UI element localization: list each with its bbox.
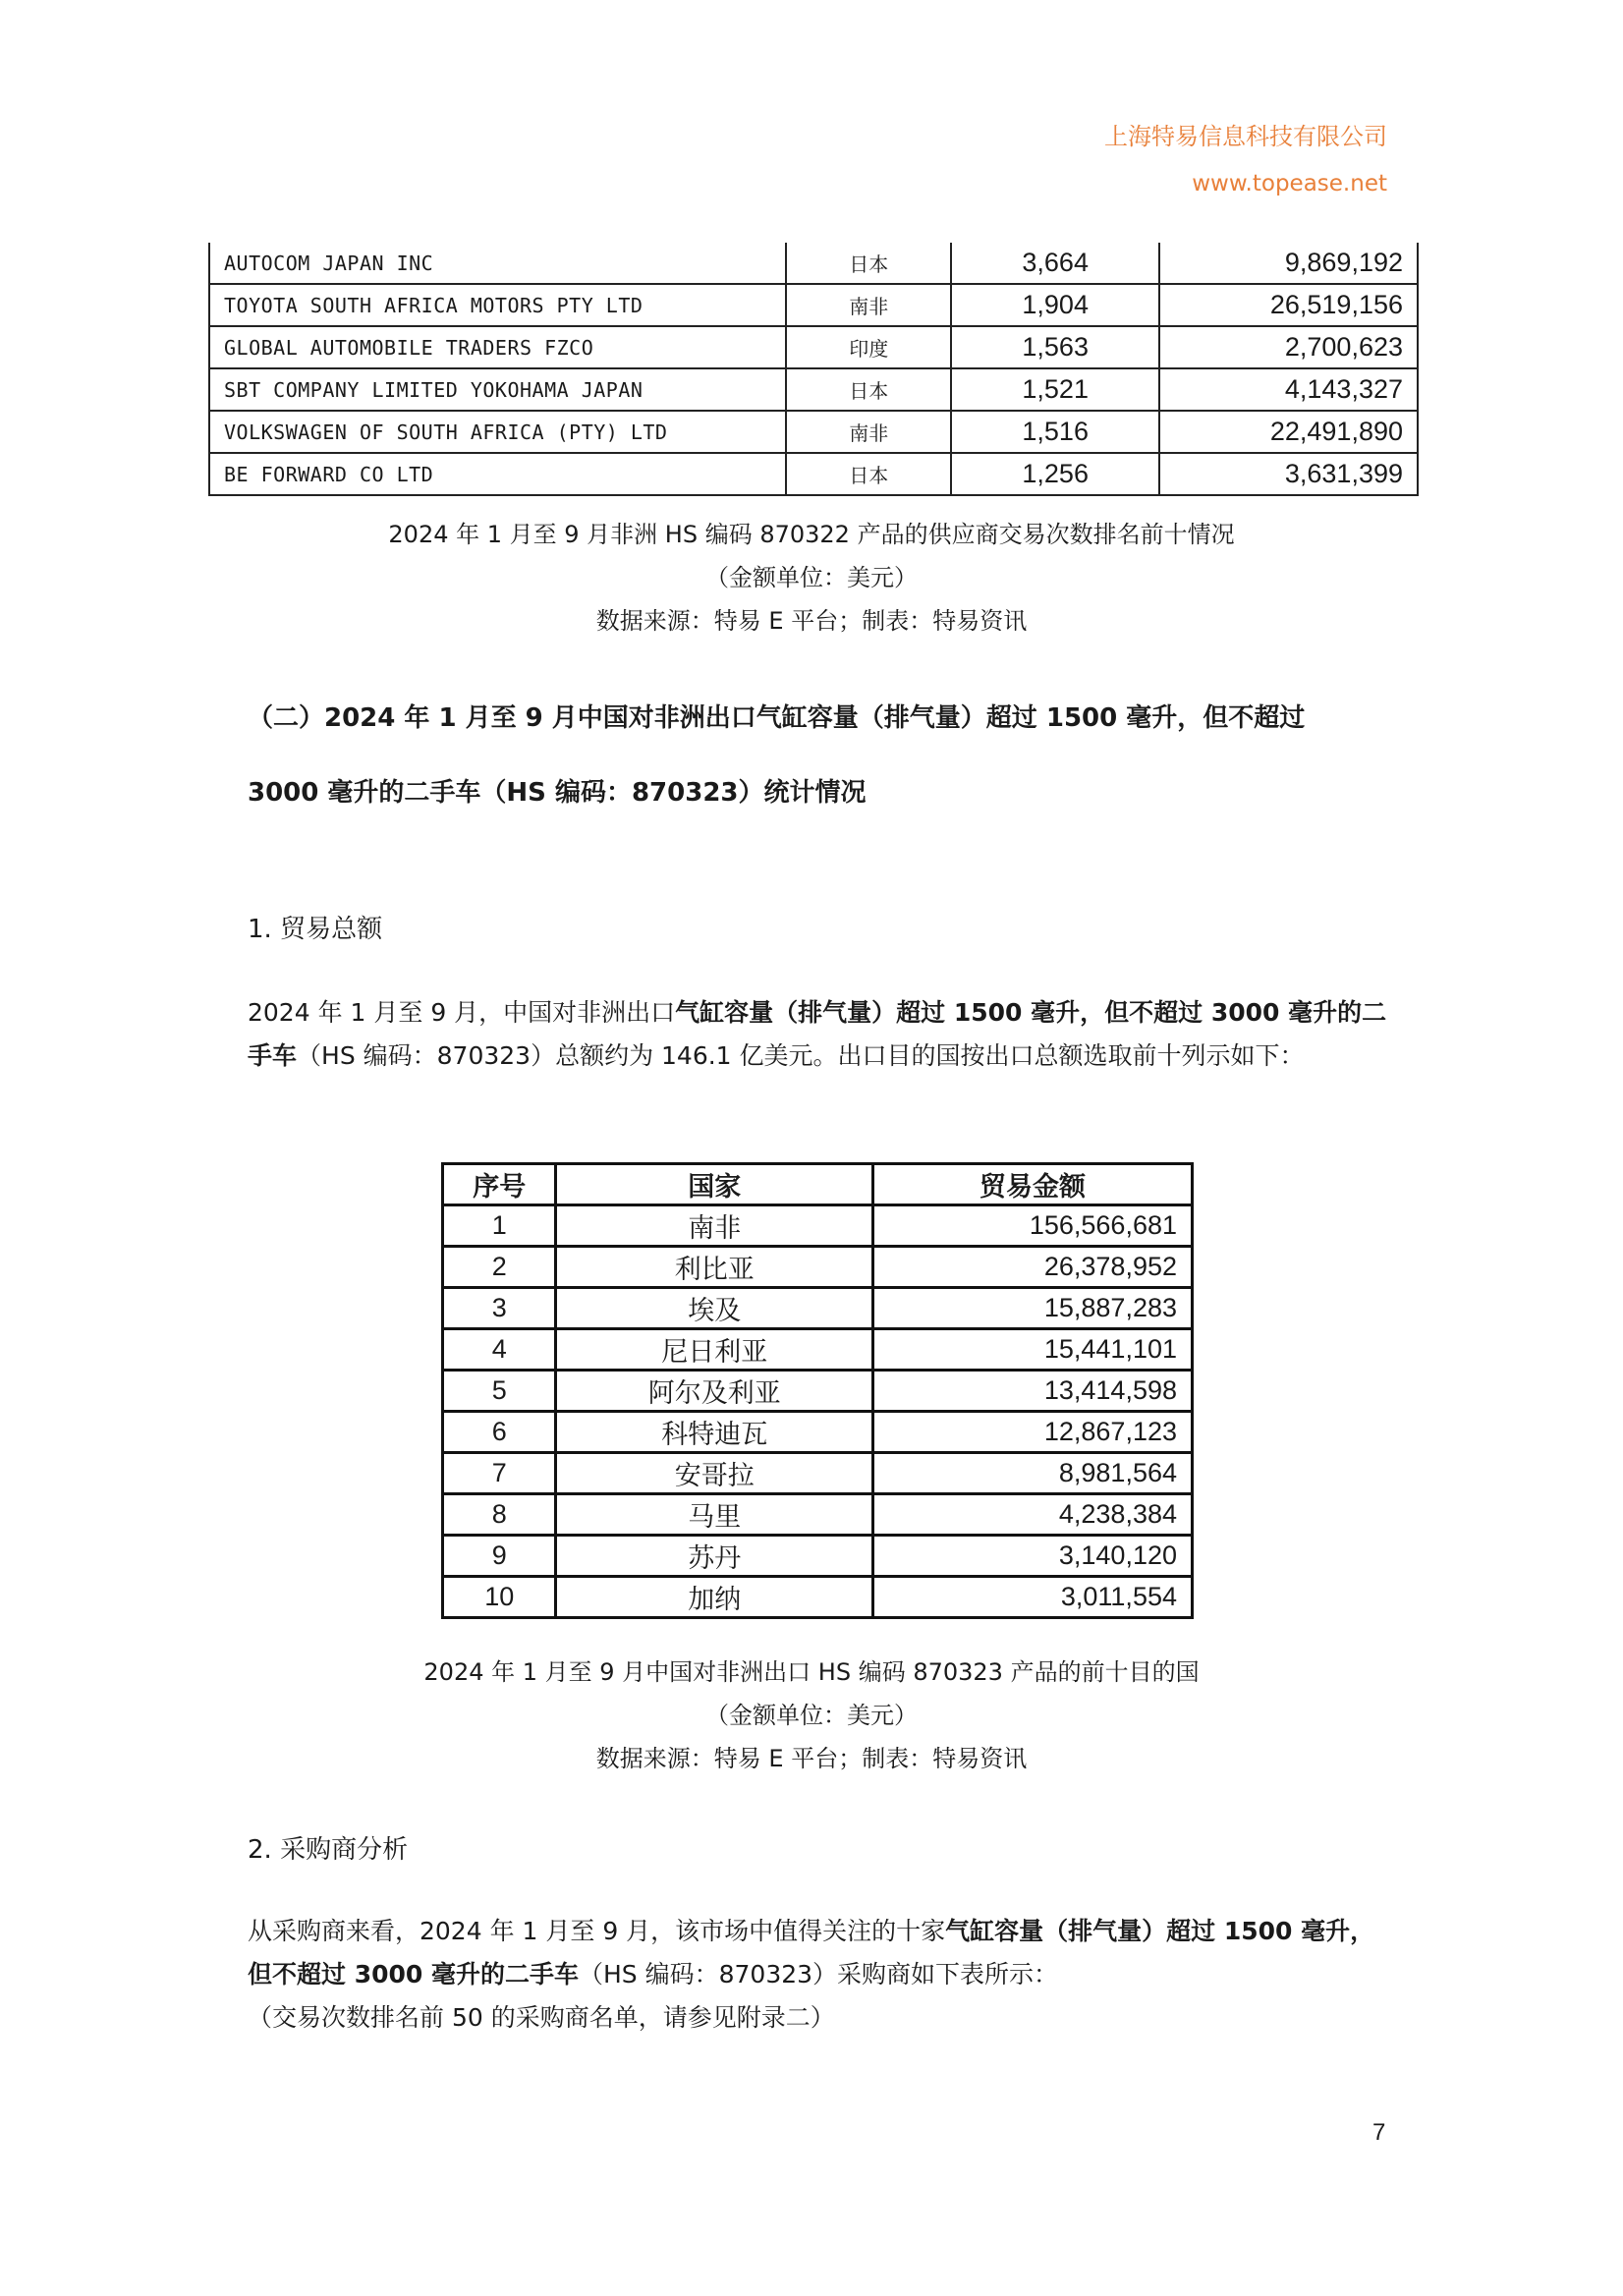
table1-caption-source: 数据来源：特易 E 平台；制表：特易资讯 [595,607,1028,635]
table-row [209,453,1418,495]
country-cell: 安哥拉 [556,1453,873,1494]
supplier-country-cell: 南非 [786,284,951,326]
header-country: 国家 [556,1164,873,1205]
supplier-amount-cell: 4,143,327 [1159,368,1418,411]
amount-cell: 15,887,283 [872,1288,1192,1329]
supplier-country-cell: 日本 [786,243,951,284]
amount-cell: 13,414,598 [872,1371,1192,1412]
amount-cell: 26,378,952 [872,1247,1192,1288]
supplier-count-cell: 1,521 [951,368,1159,411]
country-cell: 埃及 [556,1288,873,1329]
country-cell: 加纳 [556,1577,873,1618]
section-heading-line1: （二）2024 年 1 月至 9 月中国对非洲出口气缸容量（排气量）超过 1500 毫升，但不超过 [248,703,1306,733]
rank-cell: 1 [443,1205,556,1247]
country-cell: 尼日利亚 [556,1329,873,1371]
supplier-count-cell: 3,664 [951,243,1159,284]
table-row [209,243,1418,284]
supplier-name-cell: TOYOTA SOUTH AFRICA MOTORS PTY LTD [209,284,786,326]
amount-cell: 8,981,564 [872,1453,1192,1494]
country-cell: 马里 [556,1494,873,1536]
trade-total-paragraph [248,991,1387,1078]
supplier-count-cell: 1,516 [951,411,1159,453]
rank-cell: 10 [443,1577,556,1618]
table-row [209,368,1418,411]
table2-caption-title: 2024 年 1 月至 9 月中国对非洲出口 HS 编码 870323 产品的前十目的国 [423,1658,1200,1686]
company-name: 上海特易信息科技有限公司 [1104,123,1387,150]
rank-cell: 9 [443,1536,556,1577]
table-row [443,1412,1193,1453]
country-cell: 科特迪瓦 [556,1412,873,1453]
rank-cell: 5 [443,1371,556,1412]
supplier-country-cell: 日本 [786,453,951,495]
table-row [209,411,1418,453]
country-cell: 阿尔及利亚 [556,1371,873,1412]
company-url: www.topease.net [1192,171,1387,196]
table-row [443,1329,1193,1371]
supplier-amount-cell: 9,869,192 [1159,243,1418,284]
table-row [443,1494,1193,1536]
country-cell: 苏丹 [556,1536,873,1577]
supplier-count-cell: 1,563 [951,326,1159,368]
amount-cell: 3,011,554 [872,1577,1192,1618]
trade-para-part2: （HS 编码：870323）总额约为 146.1 亿美元。出口目的国按出口总额选取前十列示如下： [297,1041,1305,1070]
rank-cell: 7 [443,1453,556,1494]
supplier-table [208,243,1419,496]
table-row [209,284,1418,326]
table2-caption-unit: （金额单位：美元） [705,1702,918,1729]
rank-cell: 4 [443,1329,556,1371]
table1-caption-unit: （金额单位：美元） [705,564,918,591]
supplier-amount-cell: 22,491,890 [1159,411,1418,453]
country-cell: 利比亚 [556,1247,873,1288]
subsection1-title: 1. 贸易总额 [248,915,383,944]
country-table-header [443,1164,1193,1205]
supplier-country-cell: 南非 [786,411,951,453]
buyer-para-part1: 从采购商来看，2024 年 1 月至 9 月，该市场中值得关注的十家 [248,1917,946,1945]
supplier-name-cell: SBT COMPANY LIMITED YOKOHAMA JAPAN [209,368,786,411]
supplier-amount-cell: 2,700,623 [1159,326,1418,368]
trade-para-bold: 气缸容量（排气量）超过 1500 毫升，但不超过 3000 毫升的二手车 [248,998,1387,1070]
table-row [443,1247,1193,1288]
buyer-para-part2: （HS 编码：870323）采购商如下表所示： [579,1960,1059,1988]
subsection2-title: 2. 采购商分析 [248,1835,409,1865]
table1-caption [0,513,1623,643]
supplier-name-cell: VOLKSWAGEN OF SOUTH AFRICA (PTY) LTD [209,411,786,453]
supplier-country-cell: 日本 [786,368,951,411]
table-row [443,1453,1193,1494]
rank-cell: 6 [443,1412,556,1453]
amount-cell: 156,566,681 [872,1205,1192,1247]
table-row [443,1536,1193,1577]
buyer-paragraph [248,1910,1387,2040]
page-number: 7 [1372,2119,1386,2146]
table-row [443,1288,1193,1329]
amount-cell: 12,867,123 [872,1412,1192,1453]
buyer-note: （交易次数排名前 50 的采购商名单，请参见附录二） [248,2003,835,2032]
table-row [443,1371,1193,1412]
supplier-count-cell: 1,904 [951,284,1159,326]
supplier-name-cell: BE FORWARD CO LTD [209,453,786,495]
amount-cell: 4,238,384 [872,1494,1192,1536]
table-row [209,326,1418,368]
buyer-para-bold: 气缸容量（排气量）超过 1500 毫升，但不超过 3000 毫升的二手车 [248,1917,1375,1988]
rank-cell: 3 [443,1288,556,1329]
amount-cell: 15,441,101 [872,1329,1192,1371]
supplier-amount-cell: 3,631,399 [1159,453,1418,495]
supplier-name-cell: GLOBAL AUTOMOBILE TRADERS FZCO [209,326,786,368]
country-cell: 南非 [556,1205,873,1247]
table-row [443,1577,1193,1618]
supplier-country-cell: 印度 [786,326,951,368]
supplier-count-cell: 1,256 [951,453,1159,495]
rank-cell: 2 [443,1247,556,1288]
table-row [443,1205,1193,1247]
section-heading-line2: 3000 毫升的二手车（HS 编码：870323）统计情况 [248,778,867,808]
supplier-name-cell: AUTOCOM JAPAN INC [209,243,786,284]
table2-caption-source: 数据来源：特易 E 平台；制表：特易资讯 [595,1745,1028,1772]
country-table [441,1162,1194,1619]
table2-caption [0,1651,1623,1780]
supplier-amount-cell: 26,519,156 [1159,284,1418,326]
amount-cell: 3,140,120 [872,1536,1192,1577]
header-rank: 序号 [443,1164,556,1205]
trade-para-part1: 2024 年 1 月至 9 月，中国对非洲出口 [248,998,676,1027]
page-header [1104,120,1387,200]
rank-cell: 8 [443,1494,556,1536]
header-amount: 贸易金额 [872,1164,1192,1205]
table1-caption-title: 2024 年 1 月至 9 月非洲 HS 编码 870322 产品的供应商交易次数排名前十情况 [388,521,1235,548]
